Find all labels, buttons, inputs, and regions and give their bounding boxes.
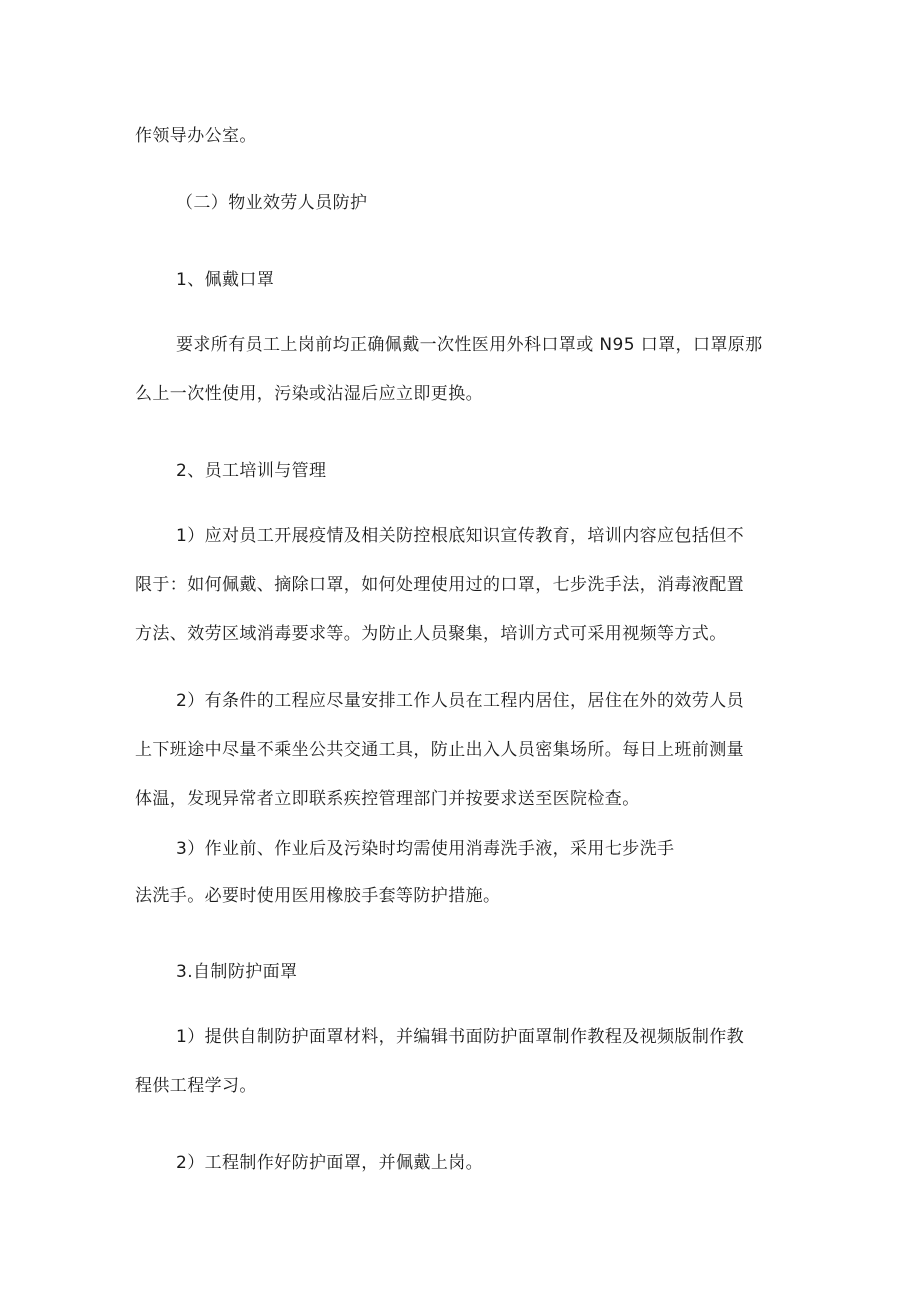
paragraph-line: 2）有条件的工程应尽量安排工作人员在工程内居住，居住在外的效劳人员 bbox=[176, 691, 745, 711]
paragraph-line: 1）提供自制防护面罩材料，并编辑书面防护面罩制作教程及视频版制作教 bbox=[176, 1027, 745, 1047]
paragraph-line: 3）作业前、作业后及污染时均需使用消毒洗手液，采用七步洗手 bbox=[176, 839, 675, 859]
section-heading: （二）物业效劳人员防护 bbox=[176, 193, 368, 213]
paragraph-line: 限于：如何佩戴、摘除口罩，如何处理使用过的口罩，七步洗手法，消毒液配置 bbox=[135, 575, 744, 595]
paragraph-line: 作领导办公室。 bbox=[135, 126, 257, 146]
paragraph-line: 方法、效劳区域消毒要求等。为防止人员聚集，培训方式可采用视频等方式。 bbox=[135, 624, 727, 644]
paragraph-line: 要求所有员工上岗前均正确佩戴一次性医用外科口罩或 N95 口罩，口罩原那 bbox=[176, 335, 763, 355]
paragraph-line: 2）工程制作好防护面罩，并佩戴上岗。 bbox=[176, 1153, 484, 1173]
paragraph-line: 法洗手。必要时使用医用橡胶手套等防护措施。 bbox=[135, 886, 501, 906]
subheading: 3.自制防护面罩 bbox=[176, 962, 298, 982]
subheading: 1、佩戴口罩 bbox=[176, 270, 275, 290]
subheading: 2、员工培训与管理 bbox=[176, 461, 327, 481]
paragraph-line: 么上一次性使用，污染或沾湿后应立即更换。 bbox=[135, 384, 483, 404]
paragraph-line: 上下班途中尽量不乘坐公共交通工具，防止出入人员密集场所。每日上班前测量 bbox=[135, 740, 744, 760]
paragraph-line: 程供工程学习。 bbox=[135, 1076, 257, 1096]
paragraph-line: 体温，发现异常者立即联系疾控管理部门并按要求送至医院检查。 bbox=[135, 789, 640, 809]
paragraph-line: 1）应对员工开展疫情及相关防控根底知识宣传教育，培训内容应包括但不 bbox=[176, 526, 745, 546]
